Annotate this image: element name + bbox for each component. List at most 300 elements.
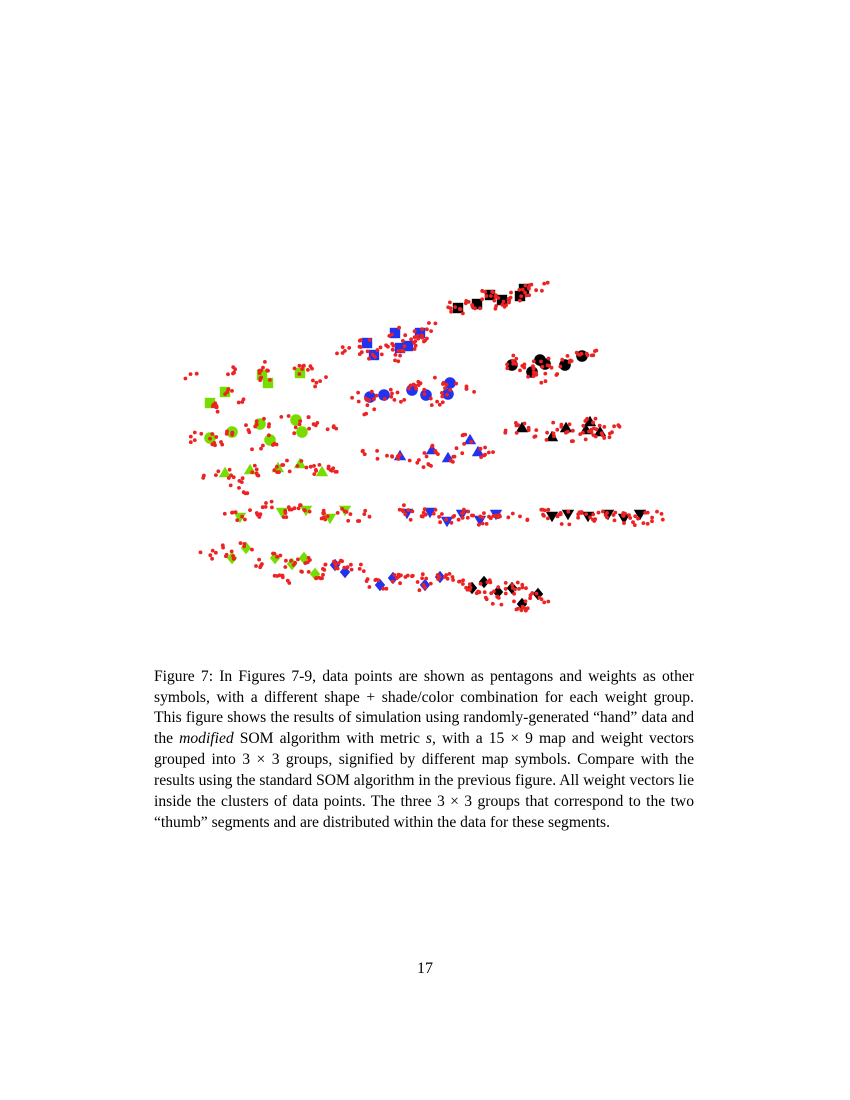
data-point — [189, 440, 193, 444]
data-point — [613, 519, 617, 523]
data-point — [445, 393, 449, 397]
data-point — [392, 344, 396, 348]
data-point — [323, 518, 327, 522]
data-point — [420, 334, 424, 338]
data-point — [511, 586, 515, 590]
data-point — [413, 384, 417, 388]
data-point — [216, 469, 220, 473]
data-point — [458, 580, 462, 584]
data-point — [398, 581, 402, 585]
data-point — [517, 587, 521, 591]
data-point — [463, 433, 467, 437]
data-point — [465, 385, 469, 389]
data-point — [451, 578, 455, 582]
data-point — [296, 464, 300, 468]
data-point — [496, 595, 500, 599]
data-point — [396, 359, 400, 363]
data-point — [314, 469, 318, 473]
data-point — [507, 299, 511, 303]
data-point — [409, 384, 413, 388]
data-point — [312, 472, 316, 476]
data-point — [504, 429, 508, 433]
data-point — [383, 397, 387, 401]
data-point — [311, 379, 315, 383]
data-point — [318, 379, 322, 383]
data-point — [235, 518, 239, 522]
data-point — [646, 511, 650, 515]
data-point — [216, 410, 220, 414]
caption-text-2: SOM algorithm with metric — [233, 730, 426, 748]
data-point — [384, 343, 388, 347]
data-point — [313, 385, 317, 389]
data-point — [551, 421, 555, 425]
data-point — [326, 427, 330, 431]
data-point — [597, 511, 601, 515]
data-point — [539, 508, 543, 512]
data-point — [263, 360, 267, 364]
data-point — [568, 422, 572, 426]
caption-emphasis: modified — [179, 730, 234, 748]
data-point — [315, 381, 319, 385]
data-point — [568, 359, 572, 363]
data-point — [534, 428, 538, 432]
data-point — [520, 583, 524, 587]
data-point — [376, 578, 380, 582]
data-point — [272, 552, 276, 556]
data-point — [231, 511, 235, 515]
data-point — [613, 511, 617, 515]
data-point — [527, 426, 531, 430]
data-point — [469, 586, 473, 590]
data-point — [471, 514, 475, 518]
data-point — [566, 510, 570, 514]
data-point — [375, 394, 379, 398]
data-point — [272, 468, 276, 472]
data-point — [275, 443, 279, 447]
data-point — [594, 417, 598, 421]
data-point — [517, 288, 521, 292]
data-point — [487, 451, 491, 455]
data-point — [385, 454, 389, 458]
data-point — [571, 429, 575, 433]
data-point — [243, 518, 247, 522]
data-point — [372, 397, 376, 401]
data-point — [321, 573, 325, 577]
data-point — [483, 446, 487, 450]
data-point — [591, 421, 595, 425]
data-point — [491, 290, 495, 294]
data-point — [585, 352, 589, 356]
data-point — [406, 574, 410, 578]
data-point — [516, 581, 520, 585]
data-point — [523, 422, 527, 426]
data-point — [358, 345, 362, 349]
data-point — [560, 358, 564, 362]
data-point — [590, 354, 594, 358]
data-point — [319, 577, 323, 581]
data-point — [312, 422, 316, 426]
data-point — [496, 296, 500, 300]
data-point — [450, 521, 454, 525]
data-point — [418, 588, 422, 592]
data-point — [414, 344, 418, 348]
green-circles-weight — [296, 426, 308, 438]
data-point — [512, 600, 516, 604]
scatter-plot-svg — [180, 280, 670, 620]
data-point — [479, 447, 483, 451]
data-point — [402, 398, 406, 402]
data-point — [519, 294, 523, 298]
data-point — [189, 435, 193, 439]
data-point — [245, 491, 249, 495]
data-point — [398, 354, 402, 358]
data-point — [545, 438, 549, 442]
data-point — [340, 559, 344, 563]
data-point — [368, 338, 372, 342]
data-point — [202, 474, 206, 478]
data-point — [546, 517, 550, 521]
data-point — [368, 585, 372, 589]
caption-metric: s — [425, 730, 432, 748]
data-point — [571, 439, 575, 443]
data-point — [349, 512, 353, 516]
data-point — [585, 417, 589, 421]
data-point — [264, 501, 268, 505]
page-number: 17 — [417, 960, 433, 977]
data-point — [500, 603, 504, 607]
data-point — [505, 363, 509, 367]
data-point — [376, 457, 380, 461]
data-point — [476, 590, 480, 594]
data-point — [255, 468, 259, 472]
data-point — [566, 354, 570, 358]
data-point — [446, 577, 450, 581]
data-point — [255, 511, 259, 515]
caption-text-3: , with a 15 × 9 map and weight vectors grouped into 3 × 3 groups, signified by different map symbols. Compare with the results using the standard SOM algorithm in the previous figure. All weight vectors lie inside the clusters of data points. The three 3 × 3 groups that correspond to the two “thumb” segments and are distributed within the data for these segments. — [154, 730, 694, 831]
data-point — [334, 563, 338, 567]
data-point — [409, 518, 413, 522]
data-point — [240, 480, 244, 484]
data-point — [466, 510, 470, 514]
data-point — [534, 371, 538, 375]
data-point — [471, 305, 475, 309]
data-point — [460, 451, 464, 455]
data-point — [481, 522, 485, 526]
data-point — [430, 403, 434, 407]
data-point — [270, 500, 274, 504]
data-point — [481, 516, 485, 520]
data-point — [212, 441, 216, 445]
data-point — [232, 557, 236, 561]
data-point — [546, 281, 550, 285]
data-point — [231, 372, 235, 376]
data-point — [247, 428, 251, 432]
data-point — [567, 523, 571, 527]
data-point — [416, 580, 420, 584]
data-point — [433, 449, 437, 453]
data-point — [555, 428, 559, 432]
caption-text-1: Figure 7: In Figures 7-9, data points are shown as pentagons and weights as other symbols, with a different shape + shade/color combination for each weight group. This figure shows the results of simulation using randomly-generated “hand” data and the — [154, 667, 694, 748]
figure-caption — [154, 667, 694, 834]
data-point — [494, 307, 498, 311]
data-point — [278, 573, 282, 577]
data-point — [504, 581, 508, 585]
data-point — [448, 301, 452, 305]
data-point — [448, 572, 452, 576]
data-point — [427, 463, 431, 467]
data-point — [432, 512, 436, 516]
data-point — [584, 438, 588, 442]
data-point — [434, 322, 438, 326]
data-point — [429, 397, 433, 401]
data-point — [445, 383, 449, 387]
data-point — [366, 403, 370, 407]
data-point — [336, 567, 340, 571]
data-point — [424, 577, 428, 581]
data-point — [320, 517, 324, 521]
data-point — [326, 514, 330, 518]
data-point — [359, 563, 363, 567]
data-point — [258, 371, 262, 375]
data-point — [544, 379, 548, 383]
data-point — [479, 582, 483, 586]
data-point — [485, 597, 489, 601]
data-point — [591, 513, 595, 517]
data-point — [284, 515, 288, 519]
data-point — [546, 363, 550, 367]
data-point — [239, 541, 243, 545]
data-point — [279, 415, 283, 419]
data-point — [277, 470, 281, 474]
data-point — [286, 579, 290, 583]
data-point — [612, 424, 616, 428]
data-point — [324, 375, 328, 379]
data-point — [314, 576, 318, 580]
data-point — [408, 459, 412, 463]
data-point — [457, 518, 461, 522]
data-point — [398, 453, 402, 457]
data-point — [413, 329, 417, 333]
data-point — [332, 425, 336, 429]
data-point — [503, 305, 507, 309]
data-point — [436, 573, 440, 577]
data-point — [283, 565, 287, 569]
data-point — [539, 381, 543, 385]
data-point — [240, 515, 244, 519]
data-point — [211, 404, 215, 408]
data-point — [346, 519, 350, 523]
data-point — [462, 508, 466, 512]
data-point — [454, 382, 458, 386]
data-point — [189, 372, 193, 376]
data-point — [298, 364, 302, 368]
data-point — [425, 327, 429, 331]
data-point — [228, 468, 232, 472]
data-point — [530, 591, 534, 595]
data-point — [515, 431, 519, 435]
data-point — [221, 543, 225, 547]
data-point — [195, 372, 199, 376]
data-point — [460, 512, 464, 516]
data-point — [253, 464, 257, 468]
data-point — [375, 449, 379, 453]
data-point — [514, 357, 518, 361]
data-point — [655, 510, 659, 514]
data-point — [300, 367, 304, 371]
data-point — [397, 326, 401, 330]
data-point — [231, 365, 235, 369]
data-point — [461, 516, 465, 520]
data-point — [605, 511, 609, 515]
data-point — [522, 366, 526, 370]
data-point — [518, 515, 522, 519]
data-point — [489, 294, 493, 298]
data-point — [409, 337, 413, 341]
data-point — [293, 367, 297, 371]
data-point — [558, 365, 562, 369]
data-point — [367, 357, 371, 361]
data-point — [294, 426, 298, 430]
data-point — [389, 395, 393, 399]
data-point — [420, 576, 424, 580]
data-point — [335, 352, 339, 356]
data-point — [423, 392, 427, 396]
data-point — [307, 415, 311, 419]
data-point — [340, 507, 344, 511]
data-point — [230, 389, 234, 393]
data-point — [396, 391, 400, 395]
data-point — [452, 514, 456, 518]
data-point — [559, 425, 563, 429]
data-point — [541, 365, 545, 369]
data-point — [240, 400, 244, 404]
data-point — [302, 508, 306, 512]
data-point — [496, 585, 500, 589]
data-point — [525, 518, 529, 522]
data-point — [431, 444, 435, 448]
data-point — [472, 390, 476, 394]
data-point — [511, 512, 515, 516]
data-point — [300, 459, 304, 463]
data-point — [255, 471, 259, 475]
data-point — [521, 605, 525, 609]
data-point — [393, 398, 397, 402]
data-point — [518, 369, 522, 373]
data-point — [546, 600, 550, 604]
data-point — [250, 548, 254, 552]
data-point — [511, 354, 515, 358]
data-point — [385, 587, 389, 591]
data-point — [564, 431, 568, 435]
data-point — [489, 516, 493, 520]
data-point — [429, 329, 433, 333]
data-point — [362, 512, 366, 516]
data-point — [305, 466, 309, 470]
data-point — [237, 401, 241, 405]
data-point — [530, 283, 534, 287]
data-point — [337, 561, 341, 565]
data-point — [462, 442, 466, 446]
data-point — [379, 346, 383, 350]
data-point — [413, 335, 417, 339]
data-point — [527, 286, 531, 290]
data-point — [485, 580, 489, 584]
data-point — [526, 375, 530, 379]
data-point — [193, 438, 197, 442]
data-point — [315, 421, 319, 425]
data-point — [646, 522, 650, 526]
data-point — [524, 599, 528, 603]
data-point — [595, 349, 599, 353]
data-point — [515, 608, 519, 612]
data-point — [559, 511, 563, 515]
data-point — [423, 451, 427, 455]
data-point — [510, 583, 514, 587]
data-point — [289, 559, 293, 563]
data-point — [349, 563, 353, 567]
data-point — [448, 388, 452, 392]
data-point — [309, 465, 313, 469]
data-point — [514, 362, 518, 366]
data-point — [399, 400, 403, 404]
data-point — [512, 592, 516, 596]
data-point — [422, 465, 426, 469]
data-point — [356, 519, 360, 523]
data-point — [434, 508, 438, 512]
data-point — [399, 573, 403, 577]
data-point — [257, 558, 261, 562]
data-point — [395, 576, 399, 580]
data-point — [449, 459, 453, 463]
data-point — [421, 515, 425, 519]
data-point — [241, 476, 245, 480]
data-point — [440, 391, 444, 395]
data-point — [230, 433, 234, 437]
data-point — [267, 433, 271, 437]
data-point — [243, 542, 247, 546]
data-point — [453, 455, 457, 459]
data-point — [208, 437, 212, 441]
data-point — [288, 508, 292, 512]
data-point — [285, 459, 289, 463]
data-point — [540, 289, 544, 293]
data-point — [298, 419, 302, 423]
data-point — [407, 387, 411, 391]
data-point — [483, 453, 487, 457]
data-point — [210, 557, 214, 561]
data-point — [627, 513, 631, 517]
data-point — [413, 347, 417, 351]
data-point — [322, 511, 326, 515]
data-point — [425, 455, 429, 459]
data-point — [584, 512, 588, 516]
data-point — [532, 367, 536, 371]
data-point — [390, 333, 394, 337]
data-point — [214, 435, 218, 439]
data-point — [524, 608, 528, 612]
data-point — [555, 372, 559, 376]
data-point — [650, 519, 654, 523]
data-point — [357, 400, 361, 404]
data-point — [466, 516, 470, 520]
data-point — [262, 417, 266, 421]
data-point — [504, 587, 508, 591]
data-point — [322, 568, 326, 572]
data-point — [543, 508, 547, 512]
data-point — [437, 515, 441, 519]
data-point — [461, 578, 465, 582]
data-point — [601, 433, 605, 437]
